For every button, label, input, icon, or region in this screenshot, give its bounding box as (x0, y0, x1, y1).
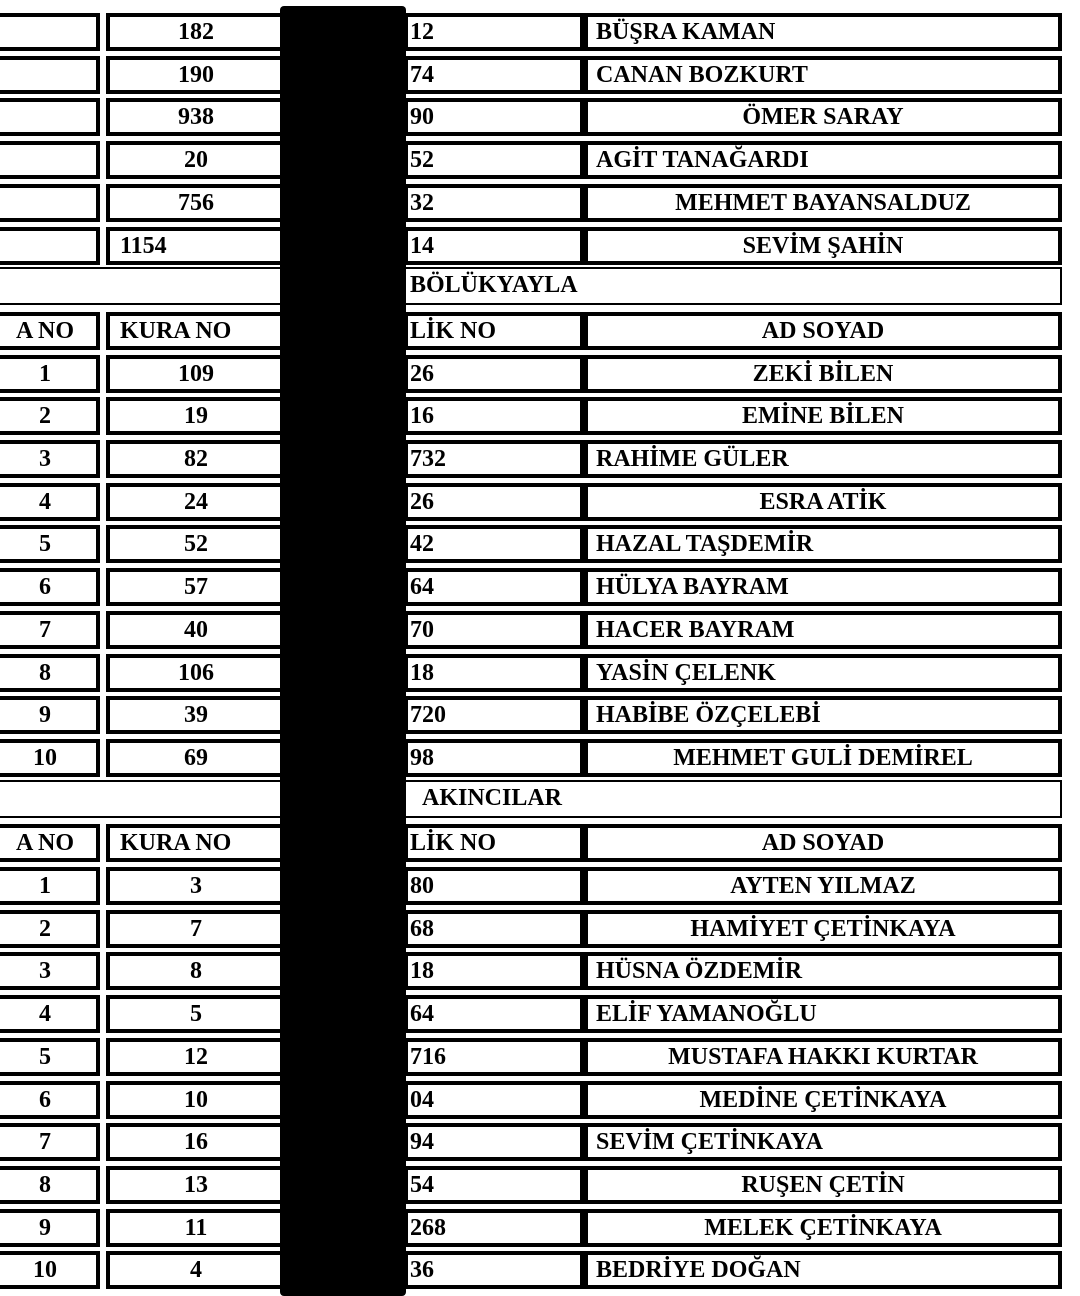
section-row-lik-no-cell: 64 (404, 995, 584, 1033)
section-row-kura-no-cell: 24 (106, 483, 286, 521)
section-row-name-cell: HACER BAYRAM (584, 611, 1062, 649)
section-row-lik-no-cell: 732 (404, 440, 584, 478)
section-row-no-cell: 3 (0, 952, 100, 990)
section-row-no-cell: 5 (0, 525, 100, 563)
section-row-lik-no-cell: 04 (404, 1081, 584, 1119)
top-row-lik-no-cell: 74 (404, 56, 584, 94)
section-row-name-cell: HAMİYET ÇETİNKAYA (584, 910, 1062, 948)
section-title-bar (0, 780, 1062, 818)
top-row-lik-no-cell: 32 (404, 184, 584, 222)
section-row-kura-no-cell: 7 (106, 910, 286, 948)
top-row-lik-no-cell: 12 (404, 13, 584, 51)
section-row-no-cell: 7 (0, 611, 100, 649)
section-row-name-cell: RUŞEN ÇETİN (584, 1166, 1062, 1204)
section-row-lik-no-cell: 80 (404, 867, 584, 905)
section-row-no-cell: 8 (0, 654, 100, 692)
section-row-kura-no-cell: 106 (106, 654, 286, 692)
section-row-lik-no-cell: 94 (404, 1123, 584, 1161)
top-row-lik-no-cell: 52 (404, 141, 584, 179)
section-row-name-cell: HABİBE ÖZÇELEBİ (584, 696, 1062, 734)
section-row-no-cell: 7 (0, 1123, 100, 1161)
top-row-kura-no-cell: 190 (106, 56, 286, 94)
section-row-kura-no-cell: 11 (106, 1209, 286, 1247)
section-row-lik-no-cell: 268 (404, 1209, 584, 1247)
section-row-kura-no-cell: 69 (106, 739, 286, 777)
header-ad-soyad-cell: AD SOYAD (584, 824, 1062, 862)
top-row-name-cell: AGİT TANAĞARDI (584, 141, 1062, 179)
top-row-lik-no-cell: 90 (404, 98, 584, 136)
section-row-kura-no-cell: 16 (106, 1123, 286, 1161)
section-row-no-cell: 9 (0, 696, 100, 734)
section-row-kura-no-cell: 5 (106, 995, 286, 1033)
section-row-lik-no-cell: 16 (404, 397, 584, 435)
header-no-cell: A NO (0, 312, 100, 350)
section-row-name-cell: MELEK ÇETİNKAYA (584, 1209, 1062, 1247)
section-row-kura-no-cell: 10 (106, 1081, 286, 1119)
section-row-lik-no-cell: 716 (404, 1038, 584, 1076)
top-row-no-cell (0, 56, 100, 94)
section-row-lik-no-cell: 36 (404, 1251, 584, 1289)
top-row-kura-no-cell: 756 (106, 184, 286, 222)
top-row-lik-no-cell: 14 (404, 227, 584, 265)
header-lik-no-cell: LİK NO (404, 824, 584, 862)
section-row-kura-no-cell: 13 (106, 1166, 286, 1204)
section-row-kura-no-cell: 39 (106, 696, 286, 734)
redaction-block (280, 6, 406, 1296)
top-row-name-cell: SEVİM ŞAHİN (584, 227, 1062, 265)
section-row-kura-no-cell: 3 (106, 867, 286, 905)
section-row-no-cell: 2 (0, 397, 100, 435)
top-row-name-cell: MEHMET BAYANSALDUZ (584, 184, 1062, 222)
header-kura-no-cell: KURA NO (106, 824, 286, 862)
top-row-name-cell: BÜŞRA KAMAN (584, 13, 1062, 51)
section-row-kura-no-cell: 4 (106, 1251, 286, 1289)
section-row-name-cell: HÜLYA BAYRAM (584, 568, 1062, 606)
section-row-lik-no-cell: 64 (404, 568, 584, 606)
section-row-kura-no-cell: 57 (106, 568, 286, 606)
section-row-name-cell: MUSTAFA HAKKI KURTAR (584, 1038, 1062, 1076)
top-row-no-cell (0, 98, 100, 136)
top-row-kura-no-cell: 182 (106, 13, 286, 51)
section-row-no-cell: 9 (0, 1209, 100, 1247)
section-row-no-cell: 5 (0, 1038, 100, 1076)
section-row-kura-no-cell: 82 (106, 440, 286, 478)
section-row-lik-no-cell: 18 (404, 654, 584, 692)
section-row-lik-no-cell: 70 (404, 611, 584, 649)
section-row-no-cell: 10 (0, 1251, 100, 1289)
section-row-no-cell: 4 (0, 995, 100, 1033)
section-row-no-cell: 6 (0, 1081, 100, 1119)
header-lik-no-cell: LİK NO (404, 312, 584, 350)
section-row-kura-no-cell: 19 (106, 397, 286, 435)
section-row-lik-no-cell: 42 (404, 525, 584, 563)
top-row-kura-no-cell: 1154 (106, 227, 286, 265)
section-row-kura-no-cell: 40 (106, 611, 286, 649)
section-row-lik-no-cell: 26 (404, 355, 584, 393)
section-row-name-cell: BEDRİYE DOĞAN (584, 1251, 1062, 1289)
section-row-name-cell: MEHMET GULİ DEMİREL (584, 739, 1062, 777)
section-row-lik-no-cell: 18 (404, 952, 584, 990)
section-row-no-cell: 4 (0, 483, 100, 521)
section-row-name-cell: YASİN ÇELENK (584, 654, 1062, 692)
section-row-lik-no-cell: 68 (404, 910, 584, 948)
header-kura-no-cell: KURA NO (106, 312, 286, 350)
section-row-kura-no-cell: 109 (106, 355, 286, 393)
top-row-kura-no-cell: 938 (106, 98, 286, 136)
section-title: BÖLÜKYAYLA (410, 272, 578, 299)
section-row-no-cell: 3 (0, 440, 100, 478)
top-row-no-cell (0, 13, 100, 51)
section-row-no-cell: 2 (0, 910, 100, 948)
top-row-kura-no-cell: 20 (106, 141, 286, 179)
section-row-lik-no-cell: 54 (404, 1166, 584, 1204)
section-row-lik-no-cell: 98 (404, 739, 584, 777)
section-row-no-cell: 10 (0, 739, 100, 777)
section-row-kura-no-cell: 52 (106, 525, 286, 563)
section-row-no-cell: 1 (0, 355, 100, 393)
section-row-kura-no-cell: 8 (106, 952, 286, 990)
section-row-kura-no-cell: 12 (106, 1038, 286, 1076)
section-row-name-cell: ZEKİ BİLEN (584, 355, 1062, 393)
section-row-name-cell: HAZAL TAŞDEMİR (584, 525, 1062, 563)
header-no-cell: A NO (0, 824, 100, 862)
top-row-name-cell: CANAN BOZKURT (584, 56, 1062, 94)
header-ad-soyad-cell: AD SOYAD (584, 312, 1062, 350)
section-row-name-cell: AYTEN YILMAZ (584, 867, 1062, 905)
section-row-no-cell: 8 (0, 1166, 100, 1204)
section-row-name-cell: ELİF YAMANOĞLU (584, 995, 1062, 1033)
section-row-name-cell: EMİNE BİLEN (584, 397, 1062, 435)
section-row-name-cell: HÜSNA ÖZDEMİR (584, 952, 1062, 990)
section-row-name-cell: RAHİME GÜLER (584, 440, 1062, 478)
top-row-no-cell (0, 227, 100, 265)
section-row-lik-no-cell: 26 (404, 483, 584, 521)
top-row-no-cell (0, 141, 100, 179)
section-title-bar (0, 267, 1062, 305)
section-row-name-cell: SEVİM ÇETİNKAYA (584, 1123, 1062, 1161)
top-row-name-cell: ÖMER SARAY (584, 98, 1062, 136)
top-row-no-cell (0, 184, 100, 222)
section-row-no-cell: 6 (0, 568, 100, 606)
section-title: AKINCILAR (422, 784, 563, 811)
section-row-name-cell: MEDİNE ÇETİNKAYA (584, 1081, 1062, 1119)
section-row-no-cell: 1 (0, 867, 100, 905)
section-row-lik-no-cell: 720 (404, 696, 584, 734)
section-row-name-cell: ESRA ATİK (584, 483, 1062, 521)
